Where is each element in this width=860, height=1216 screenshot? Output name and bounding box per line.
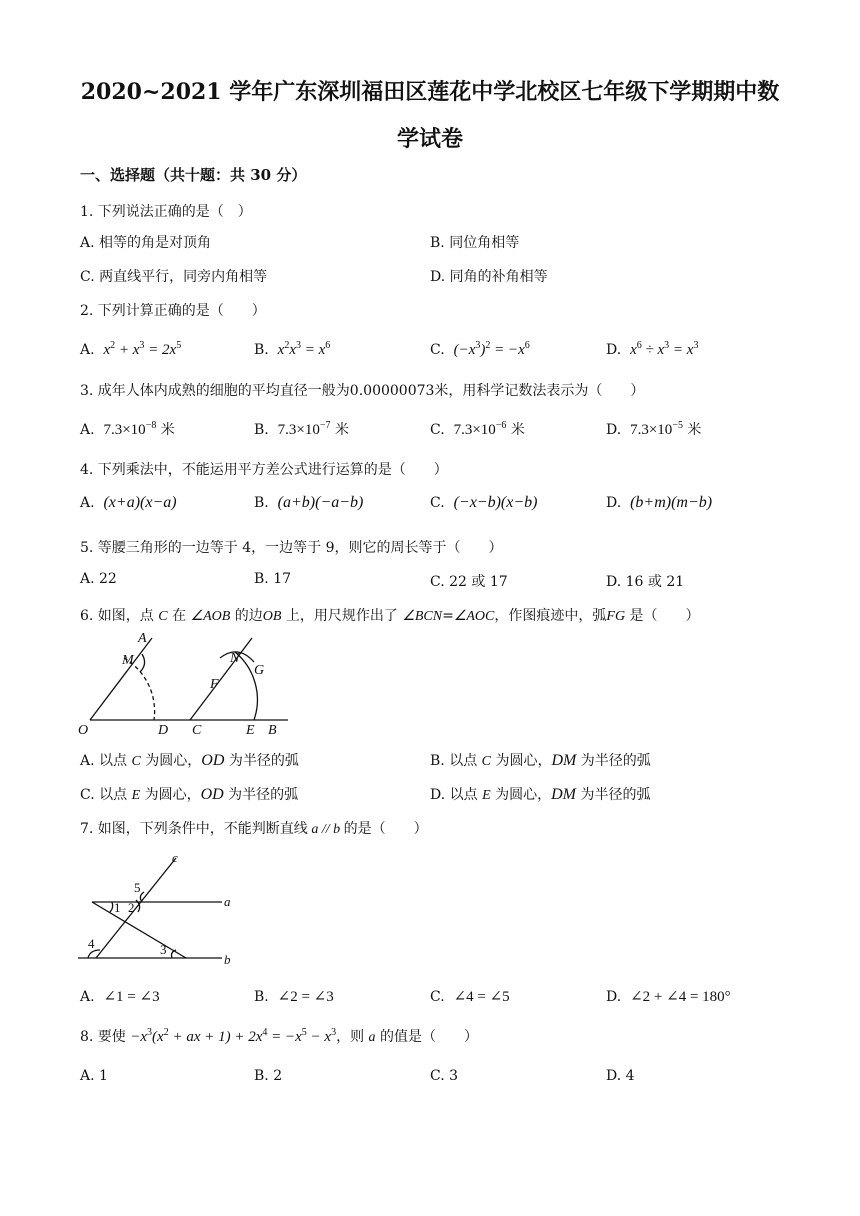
q2-option-b: B. $x^2x^3 = x^6$ (254, 340, 331, 358)
q8-option-a: A. 1 (80, 1068, 108, 1084)
q5-option-d: D. 16 或 21 (606, 574, 685, 590)
fig6-label-a: A (138, 631, 147, 646)
q8-option-b: B. 2 (254, 1068, 283, 1084)
fig7-label-a: a (224, 894, 231, 909)
fig7-label-3: 3 (160, 942, 167, 957)
q6-option-a: A. 以点 C 为圆心，OD 为半径的弧 (80, 752, 299, 769)
fig7-label-b: b (224, 952, 231, 967)
fig6-label-d: D (158, 723, 169, 738)
section-heading: 一、选择题（共十题：共 30 分） (80, 166, 307, 184)
q1-option-c: C. 两直线平行，同旁内角相等 (80, 269, 268, 285)
q2-option-c: C. $(-x^3)^2 = -x^6$ (430, 340, 530, 358)
q4-option-b: B. (a+b)(−a−b) (254, 494, 364, 511)
fig6-label-n: N (230, 651, 240, 666)
fig6-label-m: M (122, 653, 134, 668)
q7-option-d: D. ∠2 + ∠4 = 180° (606, 989, 731, 1005)
q5-stem: 5. 等腰三角形的一边等于 4，一边等于 9，则它的周长等于（ ） (80, 540, 503, 556)
fig6-label-f: F (210, 677, 219, 692)
q6-figure (78, 628, 298, 740)
q4-option-a: A. (x+a)(x−a) (80, 494, 177, 511)
q6-stem: 6. 如图，点 C 在 ∠AOB 的边OB 上，用尺规作出了 ∠BCN=∠AOC，作图痕迹中，弧FG 是（ ） (80, 608, 700, 624)
q7-figure (76, 850, 246, 972)
fig6-label-b: B (268, 723, 277, 738)
q5-option-a: A. 22 (80, 571, 117, 587)
q1-option-a: A. 相等的角是对顶角 (80, 235, 212, 251)
q3-option-a: A. $7.3\times 10^{-8}$ 米 (80, 420, 175, 438)
fig7-label-1: 1 (114, 900, 121, 915)
arc-4 (88, 950, 100, 958)
q3-option-c: C. $7.3\times 10^{-6}$ 米 (430, 420, 525, 438)
arc-m (140, 654, 145, 672)
q1-stem: 1. 下列说法正确的是（ ） (80, 204, 252, 220)
q4-option-d: D. (b+m)(m−b) (606, 494, 713, 511)
arc-1 (110, 902, 113, 912)
ray-oa (90, 638, 152, 720)
fig6-label-o: O (78, 723, 89, 738)
ray-cn (190, 638, 252, 720)
q6-option-d: D. 以点 E 为圆心，DM 为半径的弧 (430, 786, 651, 803)
q3-option-b: B. $7.3\times 10^{-7}$ 米 (254, 420, 349, 438)
fig7-label-5: 5 (134, 880, 141, 895)
q2-option-d: D. $x^6 \div x^3 = x^3$ (606, 340, 699, 358)
q4-option-c: C. (−x−b)(x−b) (430, 494, 538, 511)
q1-option-d: D. 同角的补角相等 (430, 269, 548, 285)
q7-option-c: C. ∠4 = ∠5 (430, 989, 510, 1005)
fig7-label-2: 2 (128, 900, 135, 915)
q3-stem: 3. 成年人体内成熟的细胞的平均直径一般为0.00000073米，用科学记数法表示为（ ） (80, 383, 645, 399)
q5-option-c: C. 22 或 17 (430, 574, 508, 590)
q6-option-c: C. 以点 E 为圆心，OD 为半径的弧 (80, 786, 299, 803)
fig6-label-g: G (254, 663, 265, 678)
fig7-label-4: 4 (88, 936, 95, 951)
fig6-label-e: E (246, 723, 255, 738)
q3-option-d: D. $7.3\times 10^{-5}$ 米 (606, 420, 702, 438)
fig6-label-c: C (192, 723, 202, 738)
fig7-label-c: c (172, 850, 178, 865)
q6-option-b: B. 以点 C 为圆心，DM 为半径的弧 (430, 752, 651, 769)
page-title-line2: 学试卷 (396, 126, 463, 152)
q8-option-d: D. 4 (606, 1068, 635, 1084)
q7-option-b: B. ∠2 = ∠3 (254, 989, 334, 1005)
q1-option-b: B. 同位角相等 (430, 235, 520, 251)
q7-stem: 7. 如图，下列条件中，不能判断直线 a // b 的是（ ） (80, 821, 428, 837)
q8-stem: 8. 要使 $-x^3(x^2$ + ax + $1) + 2x^4 = -x^5 - x^3$，则 a 的值是（ ） (80, 1027, 478, 1045)
q2-stem: 2. 下列计算正确的是（ ） (80, 303, 266, 319)
page-title-line1: 2020~2021 学年广东深圳福田区莲花中学北校区七年级下学期期中数 (80, 79, 780, 105)
q2-option-a: A. $x^2 + x^3 = 2x^5$ (80, 340, 182, 358)
q5-option-b: B. 17 (254, 571, 292, 587)
q4-stem: 4. 下列乘法中，不能运用平方差公式进行运算的是（ ） (80, 462, 448, 478)
q7-option-a: A. ∠1 = ∠3 (80, 989, 160, 1005)
q8-option-c: C. 3 (430, 1068, 459, 1084)
